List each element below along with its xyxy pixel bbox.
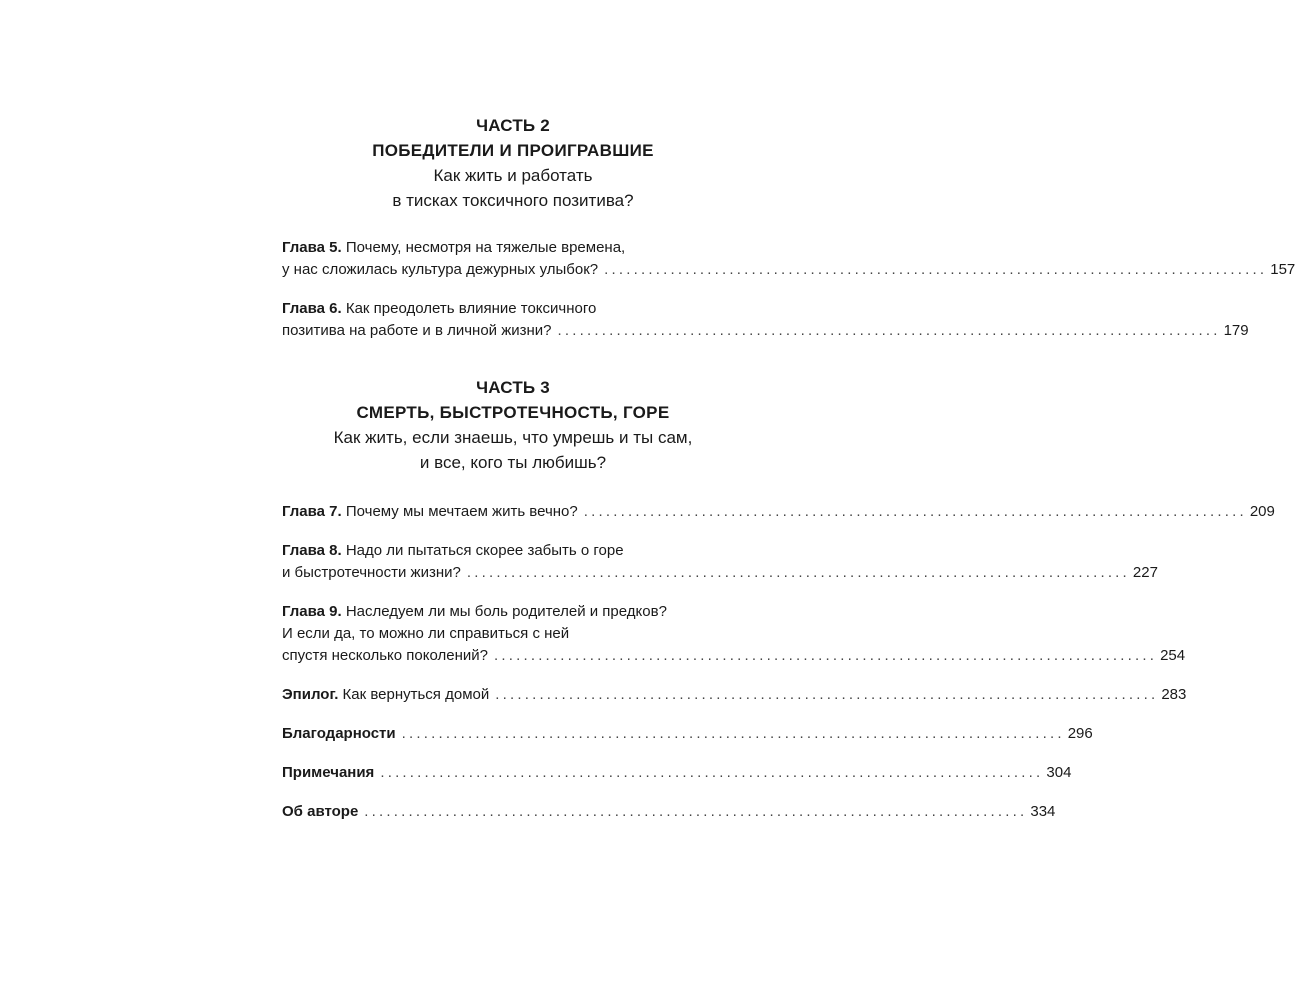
entry-text: у нас сложилась культура дежурных улыбок? bbox=[282, 261, 599, 278]
entry-label: Глава 6. bbox=[282, 300, 342, 317]
page-number: 296 bbox=[1067, 725, 1093, 742]
part-title: СМЕРТЬ, БЫСТРОТЕЧНОСТЬ, ГОРЕ bbox=[356, 403, 670, 422]
dot-leader: .......................................................................................... bbox=[583, 503, 1247, 520]
toc-entry-chapter-6[interactable] bbox=[282, 298, 1249, 342]
entry-text: И если да, то можно ли справиться с ней bbox=[282, 625, 570, 642]
entry-text: позитива на работе и в личной жизни? bbox=[282, 322, 552, 339]
page-number: 334 bbox=[1030, 803, 1056, 820]
dot-leader: .......................................................................................... bbox=[380, 764, 1044, 781]
toc-entry-notes[interactable] bbox=[282, 762, 1072, 784]
dot-leader: .......................................................................................... bbox=[401, 725, 1065, 742]
part-title: ПОБЕДИТЕЛИ И ПРОИГРАВШИЕ bbox=[372, 141, 654, 160]
page-number: 254 bbox=[1160, 647, 1186, 664]
entry-text: Как преодолеть влияние токсичного bbox=[345, 300, 597, 317]
part-label: ЧАСТЬ 3 bbox=[476, 378, 550, 397]
toc-entry-about-author[interactable] bbox=[282, 801, 1056, 823]
page-number: 283 bbox=[1161, 686, 1187, 703]
part-header bbox=[282, 375, 744, 475]
part-subtitle-line: Как жить, если знаешь, что умрешь и ты сам, bbox=[333, 428, 693, 447]
toc-entry-chapter-9[interactable] bbox=[282, 601, 1186, 667]
toc-entry-chapter-7[interactable] bbox=[282, 501, 1275, 523]
dot-leader: .......................................................................................... bbox=[557, 322, 1221, 339]
page-number: 179 bbox=[1223, 322, 1249, 339]
entry-text: Как вернуться домой bbox=[342, 686, 490, 703]
entry-label: Об авторе bbox=[282, 803, 359, 820]
entry-text: Почему, несмотря на тяжелые времена, bbox=[345, 239, 626, 256]
entry-label: Эпилог. bbox=[282, 686, 339, 703]
entry-label: Глава 5. bbox=[282, 239, 342, 256]
entry-label: Благодарности bbox=[282, 725, 396, 742]
entry-text: и быстротечности жизни? bbox=[282, 564, 461, 581]
dot-leader: .......................................................................................... bbox=[495, 686, 1159, 703]
page-number: 227 bbox=[1132, 564, 1158, 581]
page-number: 157 bbox=[1270, 261, 1295, 278]
part-header bbox=[282, 113, 744, 213]
part-label: ЧАСТЬ 2 bbox=[476, 116, 550, 135]
entry-text: Наследуем ли мы боль родителей и предков? bbox=[345, 603, 667, 620]
entry-label: Глава 7. bbox=[282, 503, 342, 520]
dot-leader: .......................................................................................... bbox=[364, 803, 1028, 820]
part-subtitle-line: и все, кого ты любишь? bbox=[419, 453, 607, 472]
dot-leader: .......................................................................................... bbox=[493, 647, 1158, 664]
entry-text: Надо ли пытаться скорее забыть о горе bbox=[345, 542, 624, 559]
toc-entry-acknowledgements[interactable] bbox=[282, 723, 1093, 745]
toc-entry-epilogue[interactable] bbox=[282, 684, 1187, 706]
part-subtitle-line: в тисках токсичного позитива? bbox=[392, 191, 634, 210]
entry-label: Глава 9. bbox=[282, 603, 342, 620]
page-number: 209 bbox=[1249, 503, 1275, 520]
toc-page bbox=[282, 0, 1295, 1000]
entry-text: спустя несколько поколений? bbox=[282, 647, 488, 664]
toc-entry-chapter-5[interactable] bbox=[282, 237, 1295, 281]
entry-label: Глава 8. bbox=[282, 542, 342, 559]
entry-label: Примечания bbox=[282, 764, 375, 781]
dot-leader: .......................................................................................... bbox=[604, 261, 1268, 278]
toc-entry-chapter-8[interactable] bbox=[282, 540, 1158, 584]
page-number: 304 bbox=[1046, 764, 1072, 781]
dot-leader: .......................................................................................... bbox=[466, 564, 1130, 581]
part-subtitle-line: Как жить и работать bbox=[433, 166, 593, 185]
entry-text: Почему мы мечтаем жить вечно? bbox=[345, 503, 578, 520]
